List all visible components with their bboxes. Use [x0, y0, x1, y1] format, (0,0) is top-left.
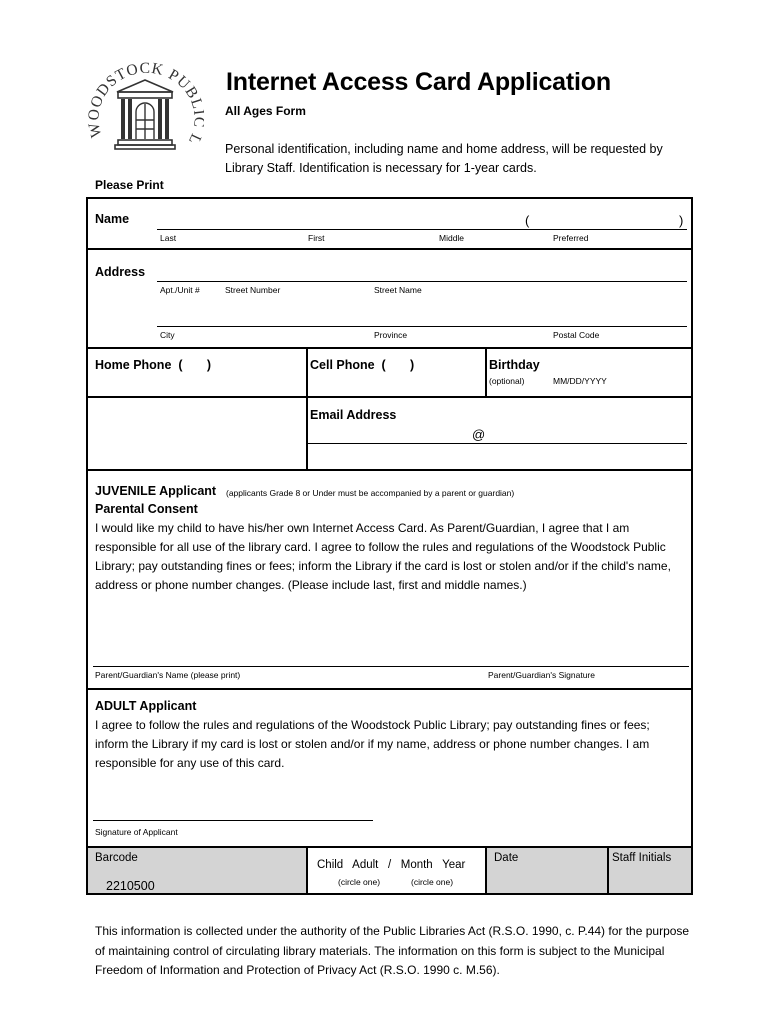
name-input-line[interactable]: [157, 229, 687, 230]
cell-phone-label: Cell Phone ( ): [310, 358, 415, 372]
barcode-value: 2210500: [106, 879, 155, 893]
divider: [88, 248, 691, 250]
divider: [306, 396, 308, 470]
divider: [306, 846, 308, 893]
birthday-format: MM/DD/YYYY: [553, 376, 607, 386]
postal-code-caption: Postal Code: [553, 330, 600, 340]
form-title: Internet Access Card Application: [226, 68, 611, 96]
parental-consent-heading: Parental Consent: [95, 502, 198, 516]
adult-agreement-text: I agree to follow the rules and regulations of the Woodstock Public Library; pay outstanding fines or fees; inform the Library if my card is lost or stolen and/or if my name, address or phone number changes. I am responsible for any use of this card.: [95, 718, 650, 770]
divider: [88, 469, 691, 471]
juvenile-note: (applicants Grade 8 or Under must be accompanied by a parent or guardian): [226, 488, 515, 498]
email-label: Email Address: [310, 408, 397, 422]
address-line-2[interactable]: [157, 326, 687, 327]
preferred-paren-open: (: [525, 213, 530, 228]
preferred-paren-close: ): [679, 213, 684, 228]
divider: [88, 347, 691, 349]
please-print-label: Please Print: [95, 178, 164, 192]
guardian-signature-caption: Parent/Guardian's Signature: [488, 670, 595, 680]
juvenile-consent-text: I would like my child to have his/her own Internet Access Card. As Parent/Guardian, I agree that I am responsible for all use of the library card. I agree to follow the rules and regulations of the Woodstock Public Library; pay outstanding fines or fees; inform the Library if the card is lost or stolen and/or if the child's name, address or phone number changes. (Please include last, first and middle names.): [95, 521, 671, 592]
circle-one-caption-2: (circle one): [411, 877, 454, 887]
guardian-name-caption: Parent/Guardian's Name (please print): [95, 670, 241, 680]
address-label: Address: [95, 265, 146, 279]
first-name-caption: First: [308, 233, 325, 243]
city-caption: City: [160, 330, 175, 340]
address-line-1[interactable]: [157, 281, 687, 282]
applicant-signature-caption: Signature of Applicant: [95, 827, 178, 837]
divider: [607, 846, 609, 893]
apt-caption: Apt./Unit #: [160, 285, 200, 295]
divider: [88, 688, 691, 690]
guardian-signature-line[interactable]: [93, 666, 689, 667]
juvenile-heading: JUVENILE Applicant: [95, 484, 217, 498]
street-name-caption: Street Name: [374, 285, 422, 295]
form-subtitle: All Ages Form: [225, 104, 306, 118]
preferred-name-caption: Preferred: [553, 233, 589, 243]
card-type-options[interactable]: Child Adult / Month Year: [317, 859, 466, 871]
birthday-label: Birthday: [489, 358, 540, 372]
street-number-caption: Street Number: [225, 285, 281, 295]
library-logo: [86, 58, 204, 170]
middle-name-caption: Middle: [439, 233, 465, 243]
last-name-caption: Last: [160, 233, 177, 243]
intro-text: Personal identification, including name and home address, will be requested by Library Staff. Identification is necessary for 1-year cards.: [225, 142, 663, 175]
date-label: Date: [494, 852, 519, 864]
applicant-signature-line[interactable]: [93, 820, 373, 821]
circle-one-caption-1: (circle one): [338, 877, 381, 887]
province-caption: Province: [374, 330, 408, 340]
birthday-optional: (optional): [489, 376, 525, 386]
logo-text: WOODSTOCK PUB L: [86, 59, 204, 148]
divider: [306, 347, 308, 397]
home-phone-label: Home Phone ( ): [95, 358, 211, 372]
divider: [88, 396, 691, 398]
email-input-line[interactable]: [308, 443, 687, 444]
name-label: Name: [95, 212, 130, 226]
email-at-sign: @: [472, 427, 486, 442]
application-form: [86, 197, 693, 895]
adult-heading: ADULT Applicant: [95, 699, 197, 713]
staff-initials-label: Staff Initials: [612, 852, 672, 864]
divider: [485, 347, 487, 397]
divider: [485, 846, 487, 893]
privacy-notice: This information is collected under the authority of the Public Libraries Act (R.S.O. 1990, c. P.44) for the purpose of maintaining control of circulating library materials. The information on this form is subject to the Municipal Freedom of Information and Protection of Privacy Act (R.S.O. 1990 c. M.56).: [95, 924, 690, 977]
barcode-label: Barcode: [95, 852, 138, 864]
